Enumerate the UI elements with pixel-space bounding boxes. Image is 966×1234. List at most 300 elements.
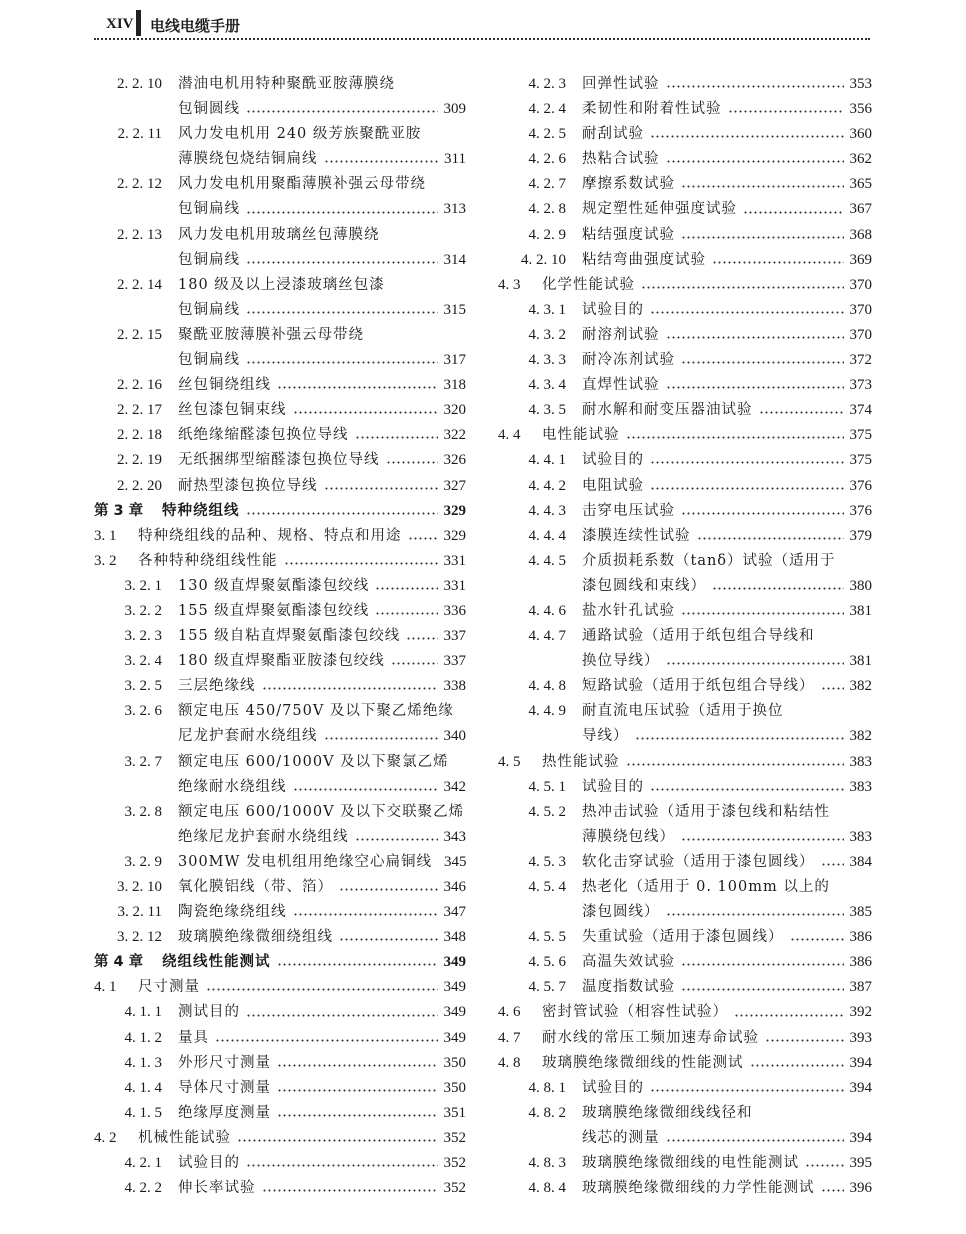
- toc-leader-dots: [759, 411, 844, 414]
- toc-entry: [498, 1176, 872, 1201]
- toc-leader-dots: [246, 361, 438, 364]
- page-header: [94, 8, 870, 42]
- toc-entry-number: 4. 3. 3: [528, 352, 566, 369]
- toc-entry-label: [582, 298, 872, 323]
- toc-entry: [498, 273, 872, 298]
- toc-page-number: 313: [443, 201, 466, 218]
- toc-entry: [498, 373, 872, 398]
- toc-page-number: 396: [849, 1180, 872, 1197]
- toc-page-number: 381: [849, 602, 872, 619]
- toc-entry-label: [178, 474, 466, 499]
- toc-leader-dots: [237, 1139, 438, 1142]
- toc-entry-label: [138, 1126, 466, 1151]
- toc-entry-title: 漆包圆线）: [582, 904, 660, 921]
- toc-entry-label: [138, 549, 466, 574]
- toc-page-number: 379: [849, 527, 872, 544]
- toc-entry: [498, 1026, 872, 1051]
- toc-entry-title: 化学性能试验: [542, 276, 635, 293]
- toc-entry-title: 尼龙护套耐水绕组线: [178, 728, 318, 745]
- toc-entry-label: [582, 850, 872, 875]
- header-divider-bar: [136, 10, 141, 36]
- toc-leader-dots: [386, 461, 438, 464]
- toc-leader-dots: [650, 1089, 844, 1092]
- toc-entry-title: 回弹性试验: [582, 76, 660, 92]
- toc-entry: [498, 900, 872, 925]
- toc-entry-title: 试验目的: [582, 778, 644, 795]
- toc-entry-title: 玻璃膜绝缘微细线的电性能测试: [582, 1155, 799, 1172]
- toc-entry-label: [178, 699, 466, 724]
- toc-entry-title: 电性能试验: [542, 427, 620, 444]
- toc-entry-label: [178, 273, 466, 298]
- toc-page-number: 352: [443, 1180, 466, 1197]
- toc-entry: [94, 574, 466, 599]
- toc-entry-title: 额定电压 600/1000V 及以下交联聚乙烯: [178, 803, 465, 820]
- toc-page-number: 386: [849, 929, 872, 946]
- toc-entry-label: [582, 825, 872, 850]
- toc-leader-dots: [246, 110, 438, 113]
- toc-entry-label: [178, 674, 466, 699]
- toc-page-number: 327: [443, 477, 466, 494]
- toc-entry-label: [582, 223, 872, 248]
- toc-page-number: 376: [849, 502, 872, 519]
- toc-entry-number: 4. 1: [94, 979, 117, 996]
- toc-leader-dots: [324, 160, 439, 163]
- toc-entry-title: 130 级直焊聚氨酯漆包绞线: [178, 577, 370, 594]
- toc-entry-number: 4. 2. 1: [124, 1155, 162, 1172]
- toc-entry-title: 导线）: [582, 728, 629, 745]
- toc-entry: [94, 1026, 466, 1051]
- toc-leader-dots: [635, 737, 844, 740]
- toc-page-number: 342: [443, 778, 466, 795]
- toc-entry-label: [542, 423, 872, 448]
- toc-entry-number: 2. 2. 11: [117, 126, 162, 143]
- toc-entry-label: [178, 373, 466, 398]
- toc-entry-number: 2. 2. 13: [117, 226, 162, 243]
- toc-leader-dots: [681, 988, 844, 991]
- toc-page-number: 349: [443, 979, 466, 996]
- toc-entry-number: 3. 2. 10: [117, 879, 162, 895]
- toc-entry-number: 4. 4. 3: [528, 502, 566, 519]
- toc-entry-label: [178, 423, 466, 448]
- toc-entry-title: 特种绕组线的品种、规格、特点和用途: [138, 527, 402, 544]
- toc-entry-number: 4. 4. 9: [528, 703, 566, 720]
- toc-entry-title: 直焊性试验: [582, 377, 660, 394]
- toc-entry: [94, 398, 466, 423]
- toc-entry-label: [178, 223, 466, 248]
- toc-entry-number: 4. 2. 3: [528, 76, 566, 92]
- toc-entry-title: 伸长率试验: [178, 1180, 256, 1197]
- toc-entry-title: 额定电压 600/1000V 及以下聚氯乙烯: [178, 753, 449, 770]
- toc-page-number: 392: [849, 1004, 872, 1021]
- toc-entry-label: [582, 900, 872, 925]
- toc-entry-label: [582, 1151, 872, 1176]
- toc-entry: [94, 172, 466, 197]
- toc-page-number: 352: [443, 1129, 466, 1146]
- toc-page-number: 349: [443, 1029, 466, 1046]
- toc-leader-dots: [697, 537, 844, 540]
- toc-entry-title: 尺寸测量: [138, 979, 200, 996]
- toc-page-number: 314: [443, 251, 466, 268]
- toc-leader-dots: [277, 963, 438, 966]
- toc-entry-title: 包铜扁线: [178, 352, 240, 369]
- toc-entry-label: [178, 750, 466, 775]
- toc-page-number: 326: [443, 452, 466, 469]
- toc-entry-title: 耐刮试验: [582, 126, 644, 143]
- toc-entry-number: 3. 2. 12: [117, 929, 162, 946]
- toc-entry-number: 4. 5. 2: [528, 803, 566, 820]
- toc-page-number: 376: [849, 477, 872, 494]
- toc-entry-label: [582, 1126, 872, 1151]
- toc-entry-label: [178, 875, 466, 900]
- toc-entry-title: 电阻试验: [582, 477, 644, 494]
- toc-chapter-entry: [94, 499, 466, 524]
- toc-leader-dots: [821, 687, 844, 690]
- toc-entry: [94, 699, 466, 724]
- toc-leader-dots: [821, 1189, 844, 1192]
- toc-entry-number: 4. 2. 9: [528, 226, 566, 243]
- toc-entry-title: 击穿电压试验: [582, 502, 675, 519]
- toc-entry: [94, 624, 466, 649]
- toc-entry-number: 3. 2. 3: [124, 628, 162, 645]
- toc-entry-label: [178, 298, 466, 323]
- toc-entry-number: 2. 2. 20: [117, 477, 162, 494]
- toc-entry-label: [178, 825, 466, 850]
- toc-leader-dots: [681, 361, 844, 364]
- toc-entry-title: 导体尺寸测量: [178, 1079, 271, 1096]
- toc-entry-label: [582, 323, 872, 348]
- toc-entry-title: 耐直流电压试验（适用于换位: [582, 703, 784, 720]
- toc-entry: [94, 775, 466, 800]
- toc-column-left: [94, 72, 466, 1202]
- toc-entry-number: 4. 5: [498, 753, 521, 770]
- toc-entry: [498, 398, 872, 423]
- toc-page-number: 380: [849, 577, 872, 594]
- toc-leader-dots: [246, 211, 438, 214]
- toc-entry-number: 2. 2. 14: [117, 276, 162, 293]
- toc-entry-number: 4. 8. 4: [528, 1180, 566, 1197]
- toc-page-number: 385: [849, 904, 872, 921]
- toc-entry-title: 外形尺寸测量: [178, 1054, 271, 1071]
- toc-entry-number: 4. 5. 5: [528, 929, 566, 946]
- toc-entry-number: 4. 8. 3: [528, 1155, 566, 1172]
- toc-entry-title: 粘结强度试验: [582, 226, 675, 243]
- toc-entry-number: 4. 6: [498, 1004, 521, 1021]
- toc-entry: [94, 750, 466, 775]
- toc-entry-title: 薄膜绕包线）: [582, 828, 675, 845]
- toc-entry-number: 4. 1. 2: [124, 1029, 162, 1046]
- toc-entry: [498, 147, 872, 172]
- toc-page-number: 329: [443, 527, 466, 544]
- toc-page-number: 372: [849, 352, 872, 369]
- toc-entry-number: 4. 4. 1: [528, 452, 566, 469]
- toc-entry: [498, 248, 872, 273]
- toc-leader-dots: [324, 487, 438, 490]
- toc-entry-title: 漆包圆线和束线）: [582, 577, 706, 594]
- toc-page-number: 394: [849, 1129, 872, 1146]
- toc-entry: [94, 373, 466, 398]
- toc-entry: [94, 248, 466, 273]
- toc-entry-number: 4. 2: [94, 1129, 117, 1146]
- toc-leader-dots: [246, 1014, 438, 1017]
- toc-entry-label: [178, 649, 466, 674]
- toc-leader-dots: [375, 612, 437, 615]
- toc-entry: [94, 97, 466, 122]
- toc-entry: [498, 298, 872, 323]
- toc-entry-title: 温度指数试验: [582, 979, 675, 996]
- toc-entry-label: [582, 775, 872, 800]
- toc-leader-dots: [293, 913, 438, 916]
- toc-leader-dots: [293, 411, 438, 414]
- toc-page-number: 350: [443, 1054, 466, 1071]
- toc-entry-label: [582, 925, 872, 950]
- toc-entry-number: 3. 2. 8: [124, 803, 162, 820]
- toc-entry-label: [178, 1000, 466, 1025]
- toc-entry-title: 玻璃膜绝缘微细绕组线: [178, 929, 333, 946]
- toc-entry-number: 4. 5. 6: [528, 954, 566, 971]
- toc-leader-dots: [324, 737, 438, 740]
- toc-entry-title: 绝缘厚度测量: [178, 1104, 271, 1121]
- toc-leader-dots: [246, 261, 438, 264]
- toc-entry-number: 2. 2. 18: [117, 427, 162, 444]
- toc-entry-label: [178, 1101, 466, 1126]
- toc-entry-title: 机械性能试验: [138, 1129, 231, 1146]
- toc-entry-label: [178, 724, 466, 749]
- toc-entry-title: 热老化（适用于 0. 100mm 以上的: [582, 879, 830, 895]
- toc-entry-title: 密封管试验（相容性试验）: [542, 1004, 728, 1021]
- toc-entry-number: 3. 2. 6: [124, 703, 162, 720]
- toc-page-number: 353: [849, 76, 872, 92]
- toc-entry-label: [582, 474, 872, 499]
- toc-leader-dots: [355, 436, 438, 439]
- toc-entry-title: 摩擦系数试验: [582, 176, 675, 193]
- toc-entry: [498, 699, 872, 724]
- toc-entry-title: 软化击穿试验（适用于漆包圆线）: [582, 853, 815, 870]
- toc-entry-label: [582, 97, 872, 122]
- toc-entry-number: 4. 4. 7: [528, 628, 566, 645]
- toc-leader-dots: [666, 1139, 844, 1142]
- toc-entry-label: [178, 348, 466, 373]
- toc-entry: [498, 649, 872, 674]
- toc-entry-label: [178, 72, 466, 97]
- toc-entry-label: [178, 850, 466, 875]
- toc-page-number: 370: [849, 326, 872, 343]
- toc-entry-number: 4. 3: [498, 276, 521, 293]
- toc-entry: [498, 524, 872, 549]
- toc-leader-dots: [821, 863, 844, 866]
- toc-entry: [498, 197, 872, 222]
- toc-entry-title: 无纸捆绑型缩醛漆包换位导线: [178, 452, 380, 469]
- toc-page-number: 395: [849, 1155, 872, 1172]
- toc-entry-number: 4. 1. 3: [124, 1054, 162, 1071]
- toc-entry-title: 试验目的: [582, 301, 644, 318]
- toc-page-number: 320: [443, 402, 466, 419]
- toc-entry: [94, 1101, 466, 1126]
- toc-page-number: 369: [849, 251, 872, 268]
- toc-entry: [498, 448, 872, 473]
- toc-entry: [94, 1000, 466, 1025]
- toc-column-right: [498, 72, 872, 1202]
- toc-page-number: 347: [443, 904, 466, 921]
- toc-entry: [94, 122, 466, 147]
- toc-entry-title: 陶瓷绝缘绕组线: [178, 904, 287, 921]
- toc-entry-title: 盐水针孔试验: [582, 602, 675, 619]
- toc-entry-title: 风力发电机用 240 级芳族聚酰亚胺: [178, 126, 422, 143]
- toc-entry-label: [178, 1051, 466, 1076]
- toc-entry-title: 300MW 发电机组用绝缘空心扁铜线: [178, 853, 433, 870]
- toc-leader-dots: [626, 763, 844, 766]
- toc-leader-dots: [743, 211, 844, 214]
- toc-entry: [94, 323, 466, 348]
- toc-entry-title: 丝包漆包铜束线: [178, 402, 287, 419]
- toc-entry-number: 4. 8. 2: [528, 1104, 566, 1121]
- toc-leader-dots: [293, 788, 438, 791]
- toc-leader-dots: [681, 236, 844, 239]
- toc-entry-title: 包铜扁线: [178, 301, 240, 318]
- toc-entry-number: 3. 2. 4: [124, 653, 162, 670]
- toc-entry-title: 薄膜绕包烧结铜扁线: [178, 151, 318, 168]
- toc-entry: [498, 674, 872, 699]
- toc-entry-number: 4. 2. 2: [124, 1180, 162, 1197]
- toc-page-number: 351: [443, 1104, 466, 1121]
- toc-entry-title: 风力发电机用聚酯薄膜补强云母带绕: [178, 176, 426, 193]
- toc-leader-dots: [246, 1164, 438, 1167]
- toc-entry: [94, 273, 466, 298]
- toc-page-number: 382: [849, 678, 872, 695]
- toc-entry-number: 4. 2. 5: [528, 126, 566, 143]
- toc-entry-title: 热性能试验: [542, 753, 620, 770]
- toc-leader-dots: [712, 261, 844, 264]
- toc-entry-label: [178, 775, 466, 800]
- toc-entry-title: 包铜扁线: [178, 201, 240, 218]
- toc-leader-dots: [262, 1189, 438, 1192]
- toc-page-number: 338: [443, 678, 466, 695]
- toc-entry-label: [178, 925, 466, 950]
- toc-leader-dots: [339, 888, 438, 891]
- toc-entry-label: [138, 524, 466, 549]
- toc-page-number: 365: [849, 176, 872, 193]
- toc-page-number: 340: [443, 728, 466, 745]
- toc-entry-title: 玻璃膜绝缘微细线的力学性能测试: [582, 1180, 815, 1197]
- toc-entry-title: 绝缘尼龙护套耐水绕组线: [178, 828, 349, 845]
- toc-page-number: 337: [443, 628, 466, 645]
- toc-entry-title: 试验目的: [178, 1155, 240, 1172]
- toc-leader-dots: [277, 1114, 438, 1117]
- toc-page-number: 331: [443, 552, 466, 569]
- toc-entry-number: 4. 4. 4: [528, 527, 566, 544]
- toc-leader-dots: [750, 1064, 844, 1067]
- toc-entry-title: 丝包铜绕组线: [178, 377, 271, 394]
- toc-entry-title: 线芯的测量: [582, 1129, 660, 1146]
- toc-entry-number: 2. 2. 16: [117, 377, 162, 394]
- toc-entry-number: 4. 2. 7: [528, 176, 566, 193]
- toc-entry-number: 4. 7: [498, 1029, 521, 1046]
- toc-entry-number: 3. 2. 2: [124, 602, 162, 619]
- toc-entry-number: 4. 1. 4: [124, 1079, 162, 1096]
- toc-entry-label: [582, 699, 872, 724]
- toc-entry: [498, 925, 872, 950]
- toc-entry-label: [162, 950, 466, 975]
- toc-page-number: 345: [444, 853, 467, 870]
- toc-entry-number: 3. 2. 11: [117, 904, 162, 921]
- toc-page-number: 356: [849, 101, 872, 118]
- toc-entry-title: 耐溶剂试验: [582, 326, 660, 343]
- toc-entry-title: 规定塑性延伸强度试验: [582, 201, 737, 218]
- toc-entry-title: 特种绕组线: [162, 502, 240, 519]
- toc-entry: [498, 875, 872, 900]
- toc-entry-title: 短路试验（适用于纸包组合导线）: [582, 678, 815, 695]
- toc-entry: [94, 1076, 466, 1101]
- toc-leader-dots: [681, 612, 844, 615]
- toc-entry-number: 4. 2. 4: [528, 101, 566, 118]
- toc-page-number: 383: [849, 778, 872, 795]
- toc-entry-label: [542, 750, 872, 775]
- toc-entry-label: [178, 97, 466, 122]
- toc-entry-title: 耐热型漆包换位导线: [178, 477, 318, 494]
- toc-entry-number: 3. 2. 1: [124, 577, 162, 594]
- toc-entry: [498, 825, 872, 850]
- toc-entry-number: 3. 2. 5: [124, 678, 162, 695]
- toc-entry: [498, 549, 872, 574]
- toc-entry-label: [178, 1151, 466, 1176]
- toc-entry: [94, 524, 466, 549]
- toc-entry-number: 3. 2. 7: [124, 753, 162, 770]
- toc-entry-title: 各种特种绕组线性能: [138, 552, 278, 569]
- toc-entry-number: 4. 3. 2: [528, 326, 566, 343]
- toc-leader-dots: [277, 386, 438, 389]
- toc-entry-number: 4. 4. 6: [528, 602, 566, 619]
- toc-entry-number: 4. 5. 7: [528, 979, 566, 996]
- toc-entry: [94, 474, 466, 499]
- toc-entry: [498, 499, 872, 524]
- toc-entry: [94, 825, 466, 850]
- toc-entry-label: [582, 674, 872, 699]
- toc-entry-label: [178, 248, 466, 273]
- toc-page-number: 315: [443, 301, 466, 318]
- toc-entry-title: 三层绝缘线: [178, 678, 256, 695]
- toc-entry: [498, 348, 872, 373]
- toc-page-number: 387: [849, 979, 872, 996]
- toc-entry-number: 4. 8. 1: [528, 1079, 566, 1096]
- toc-leader-dots: [262, 687, 438, 690]
- toc-entry-label: [178, 323, 466, 348]
- toc-entry-title: 换位导线）: [582, 653, 660, 670]
- toc-entry-label: [582, 624, 872, 649]
- toc-entry-label: [178, 800, 466, 825]
- toc-page-number: 311: [444, 151, 466, 168]
- toc-entry: [498, 1000, 872, 1025]
- toc-leader-dots: [666, 336, 844, 339]
- toc-entry-number: 2. 2. 12: [117, 176, 162, 193]
- toc-entry: [498, 323, 872, 348]
- toc-entry-label: [582, 122, 872, 147]
- toc-entry-label: [582, 248, 872, 273]
- toc-entry: [94, 298, 466, 323]
- toc-entry: [498, 1076, 872, 1101]
- toc-entry-number: 4. 4. 5: [528, 552, 566, 569]
- toc-entry-label: [582, 1176, 872, 1201]
- toc-leader-dots: [650, 311, 844, 314]
- toc-entry: [94, 549, 466, 574]
- toc-page-number: 368: [849, 226, 872, 243]
- toc-entry-label: [162, 499, 466, 524]
- toc-leader-dots: [712, 587, 844, 590]
- toc-leader-dots: [734, 1014, 844, 1017]
- toc-page-number: 394: [849, 1079, 872, 1096]
- toc-entry-label: [582, 950, 872, 975]
- toc-entry-title: 氧化膜铝线（带、箔）: [178, 879, 333, 895]
- toc-entry-label: [582, 649, 872, 674]
- toc-leader-dots: [650, 487, 844, 490]
